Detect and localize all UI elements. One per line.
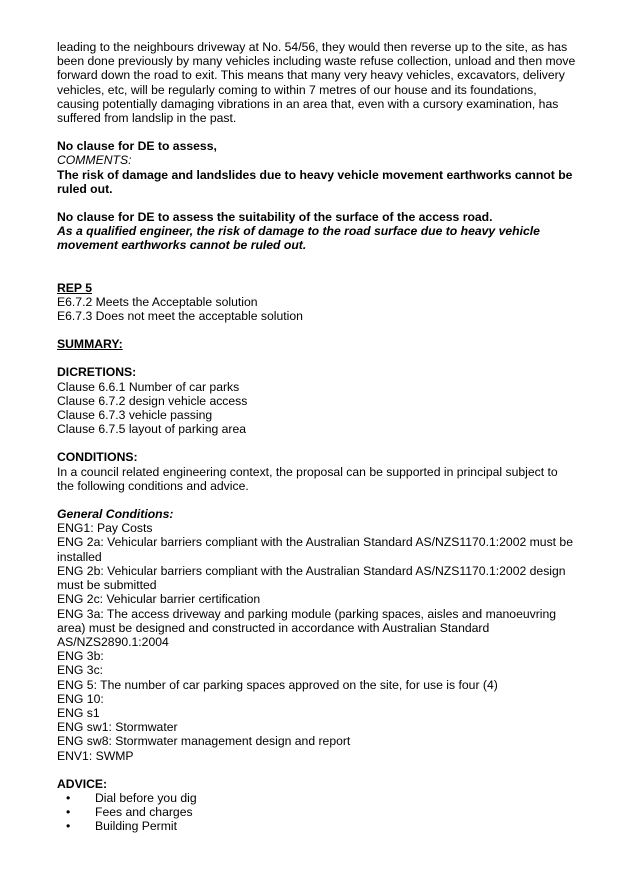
clause2-heading: No clause for DE to assess the suitability of the surface of the access road.	[57, 210, 493, 225]
discretion-item: Clause 6.7.2 design vehicle access	[57, 393, 248, 408]
condition-item: ENG 10:	[57, 691, 104, 706]
advice-item	[57, 805, 577, 819]
discretion-item: Clause 6.7.5 layout of parking area	[57, 422, 247, 437]
discretion-item: Clause 6.7.3 vehicle passing	[57, 408, 213, 423]
advice-item-label: Fees and charges	[95, 805, 193, 820]
rep5-line: E6.7.2 Meets the Acceptable solution	[57, 294, 258, 309]
condition-item: ENG 2c: Vehicular barrier certification	[57, 592, 261, 607]
condition-item: ENG 5: The number of car parking spaces approved on the site, for use is four (4)	[57, 677, 498, 692]
condition-item: ENG 3b:	[57, 649, 104, 664]
condition-item: ENG 2b: Vehicular barriers compliant with the Australian Standard AS/NZS1170.1:2002 design must be submitted	[57, 563, 566, 593]
condition-item: ENG sw8: Stormwater management design and report	[57, 734, 351, 749]
condition-item: ENG s1	[57, 705, 100, 720]
document-page	[57, 40, 577, 834]
general-conditions-heading: General Conditions:	[57, 507, 174, 522]
discretion-item: Clause 6.6.1 Number of car parks	[57, 379, 240, 394]
rep5-line: E6.7.3 Does not meet the acceptable solution	[57, 309, 303, 324]
advice-heading: ADVICE:	[57, 776, 108, 791]
rep5-heading: REP 5	[57, 280, 93, 295]
clause1-text: The risk of damage and landslides due to heavy vehicle movement earthworks cannot be ruled out.	[57, 167, 573, 196]
condition-item: ENG sw1: Stormwater	[57, 720, 178, 735]
conditions-text: In a council related engineering context, the proposal can be supported in principal subject to the following conditions and advice.	[57, 464, 558, 493]
advice-item	[57, 819, 577, 833]
condition-item: ENV1: SWMP	[57, 748, 134, 763]
advice-item	[57, 791, 577, 805]
condition-item: ENG1: Pay Costs	[57, 521, 153, 536]
intro-paragraph: leading to the neighbours driveway at No. 54/56, they would then reverse up to the site, as has been done previously by many vehicles including waste refuse collection, unload and then move forward down the road to exit. This means that many very heavy vehicles, excavators, delivery vehicles, etc, will be regularly coming to within 7 metres of our house and its foundations, causing potentially damaging vibrations in an area that, even with a cursory examination, has suffered from landslip in the past.	[57, 40, 576, 126]
clause1-heading: No clause for DE to assess,	[57, 139, 217, 154]
condition-item: ENG 2a: Vehicular barriers compliant with the Australian Standard AS/NZS1170.1:2002 must be installed	[57, 535, 573, 564]
advice-item-label: Building Permit	[95, 819, 177, 834]
clause2-text: As a qualified engineer, the risk of damage to the road surface due to heavy vehicle movement earthworks cannot be ruled out.	[57, 224, 540, 253]
advice-list	[57, 791, 577, 834]
bullet-icon: •	[66, 805, 71, 820]
conditions-heading: CONDITIONS:	[57, 450, 138, 465]
condition-item: ENG 3c:	[57, 663, 104, 678]
comments-label: COMMENTS:	[57, 153, 132, 168]
condition-item: ENG 3a: The access driveway and parking module (parking spaces, aisles and manoeuvring area) must be designed and constructed in accordance with Australian Standard AS/NZS2890.1:2004	[57, 606, 557, 649]
advice-item-label: Dial before you dig	[95, 790, 197, 805]
summary-heading: SUMMARY:	[57, 337, 123, 352]
bullet-icon: •	[66, 790, 71, 805]
discretions-heading: DICRETIONS:	[57, 365, 137, 380]
bullet-icon: •	[66, 819, 71, 834]
